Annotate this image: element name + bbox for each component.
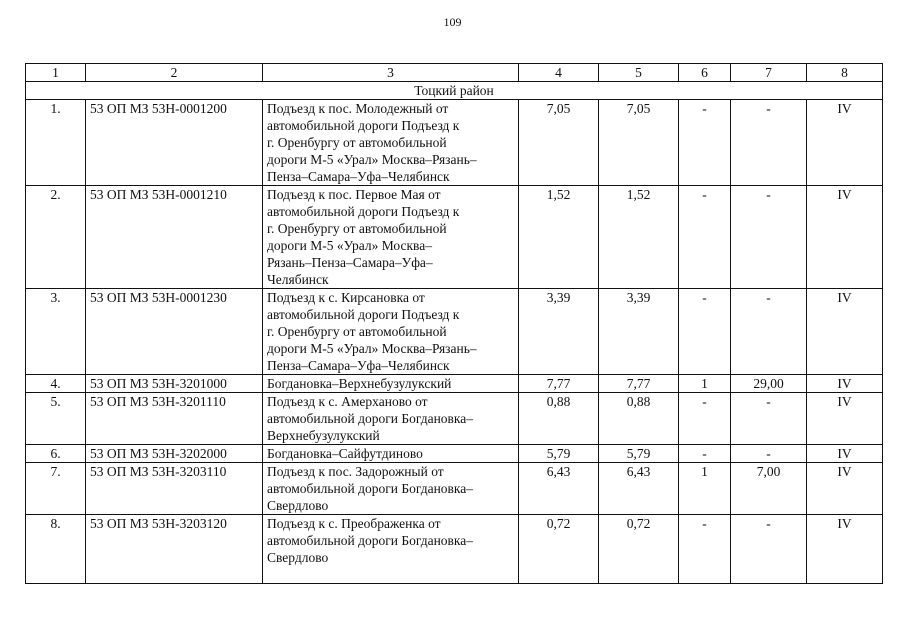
column-number: 3 [263,64,519,82]
count-value: - [679,289,731,375]
road-name [263,289,519,375]
extra-value: 7,00 [731,463,807,515]
road-name [263,100,519,186]
road-name [263,463,519,515]
road-name-line: Подъезд к с. Преображенка от [267,516,441,531]
road-name-line: Богдановка–Верхнебузулукский [267,376,452,391]
road-name-line: г. Оренбургу от автомобильной [267,221,447,236]
road-code: 53 ОП МЗ 53Н-3203110 [86,463,263,515]
road-category: IV [807,515,883,584]
road-name-line: г. Оренбургу от автомобильной [267,135,447,150]
length-value: 7,05 [599,100,679,186]
count-value: - [679,445,731,463]
table-row [26,186,883,289]
extra-value: - [731,100,807,186]
table-row [26,100,883,186]
length-value: 1,52 [599,186,679,289]
column-number: 7 [731,64,807,82]
length-total: 1,52 [519,186,599,289]
road-name-line: Богдановка–Сайфутдиново [267,446,423,461]
length-value: 0,88 [599,393,679,445]
road-name-line: автомобильной дороги Подъезд к [267,118,460,133]
road-name-line: Пенза–Самара–Уфа–Челябинск [267,358,450,373]
road-name-line [267,566,514,583]
table-row [26,375,883,393]
table-row [26,463,883,515]
road-code: 53 ОП МЗ 53Н-3201110 [86,393,263,445]
road-name [263,445,519,463]
column-number: 4 [519,64,599,82]
row-number: 2. [26,186,86,289]
road-name-line: дороги М-5 «Урал» Москва–Рязань– [267,341,477,356]
road-name-line: Подъезд к с. Кирсановка от [267,290,425,305]
extra-value: - [731,393,807,445]
length-total: 7,77 [519,375,599,393]
length-value: 7,77 [599,375,679,393]
count-value: - [679,515,731,584]
row-number: 5. [26,393,86,445]
road-registry-table [25,63,883,584]
section-title: Тоцкий район [26,82,883,100]
road-name-line: автомобильной дороги Подъезд к [267,204,460,219]
column-number: 6 [679,64,731,82]
count-value: - [679,100,731,186]
page-number: 109 [443,15,462,29]
table-row [26,393,883,445]
road-category: IV [807,186,883,289]
road-name [263,515,519,584]
road-name-line: автомобильной дороги Богдановка– [267,481,474,496]
length-total: 3,39 [519,289,599,375]
road-name-line: дороги М-5 «Урал» Москва– [267,238,432,253]
road-name-line: автомобильной дороги Подъезд к [267,307,460,322]
extra-value: - [731,445,807,463]
road-code: 53 ОП МЗ 53Н-0001200 [86,100,263,186]
road-code: 53 ОП МЗ 53Н-3202000 [86,445,263,463]
road-category: IV [807,463,883,515]
section-row [26,82,883,100]
row-number: 6. [26,445,86,463]
length-total: 0,88 [519,393,599,445]
column-number: 1 [26,64,86,82]
length-total: 7,05 [519,100,599,186]
road-category: IV [807,445,883,463]
road-name-line: автомобильной дороги Богдановка– [267,411,474,426]
length-value: 0,72 [599,515,679,584]
road-category: IV [807,289,883,375]
table-row [26,515,883,584]
road-code: 53 ОП МЗ 53Н-3201000 [86,375,263,393]
row-number: 4. [26,375,86,393]
road-name-line: Подъезд к пос. Первое Мая от [267,187,441,202]
road-category: IV [807,100,883,186]
count-value: 1 [679,375,731,393]
road-name-line: Верхнебузулукский [267,428,380,443]
road-name-line: Рязань–Пенза–Самара–Уфа– [267,255,433,270]
row-number: 1. [26,100,86,186]
extra-value: - [731,515,807,584]
road-name-line: г. Оренбургу от автомобильной [267,324,447,339]
road-code: 53 ОП МЗ 53Н-0001210 [86,186,263,289]
road-name-line: автомобильной дороги Богдановка– [267,533,474,548]
road-name-line: Челябинск [267,272,329,287]
road-name-line: Свердлово [267,498,329,513]
road-name-line: Подъезд к пос. Молодежный от [267,101,449,116]
row-number: 7. [26,463,86,515]
extra-value: 29,00 [731,375,807,393]
road-name-line: Пенза–Самара–Уфа–Челябинск [267,169,450,184]
length-total: 0,72 [519,515,599,584]
count-value: - [679,393,731,445]
length-total: 6,43 [519,463,599,515]
road-name-line: Свердлово [267,550,329,565]
count-value: - [679,186,731,289]
length-value: 3,39 [599,289,679,375]
road-category: IV [807,393,883,445]
road-code: 53 ОП МЗ 53Н-3203120 [86,515,263,584]
column-number: 5 [599,64,679,82]
road-name-line: Подъезд к с. Амерханово от [267,394,428,409]
road-name-line: дороги М-5 «Урал» Москва–Рязань– [267,152,477,167]
count-value: 1 [679,463,731,515]
road-name [263,186,519,289]
road-name-line: Подъезд к пос. Задорожный от [267,464,444,479]
length-value: 6,43 [599,463,679,515]
road-category: IV [807,375,883,393]
table-row [26,289,883,375]
extra-value: - [731,289,807,375]
road-name [263,393,519,445]
length-total: 5,79 [519,445,599,463]
column-number-row [26,64,883,82]
row-number: 8. [26,515,86,584]
table-row [26,445,883,463]
length-value: 5,79 [599,445,679,463]
road-code: 53 ОП МЗ 53Н-0001230 [86,289,263,375]
road-name [263,375,519,393]
row-number: 3. [26,289,86,375]
column-number: 8 [807,64,883,82]
column-number: 2 [86,64,263,82]
extra-value: - [731,186,807,289]
